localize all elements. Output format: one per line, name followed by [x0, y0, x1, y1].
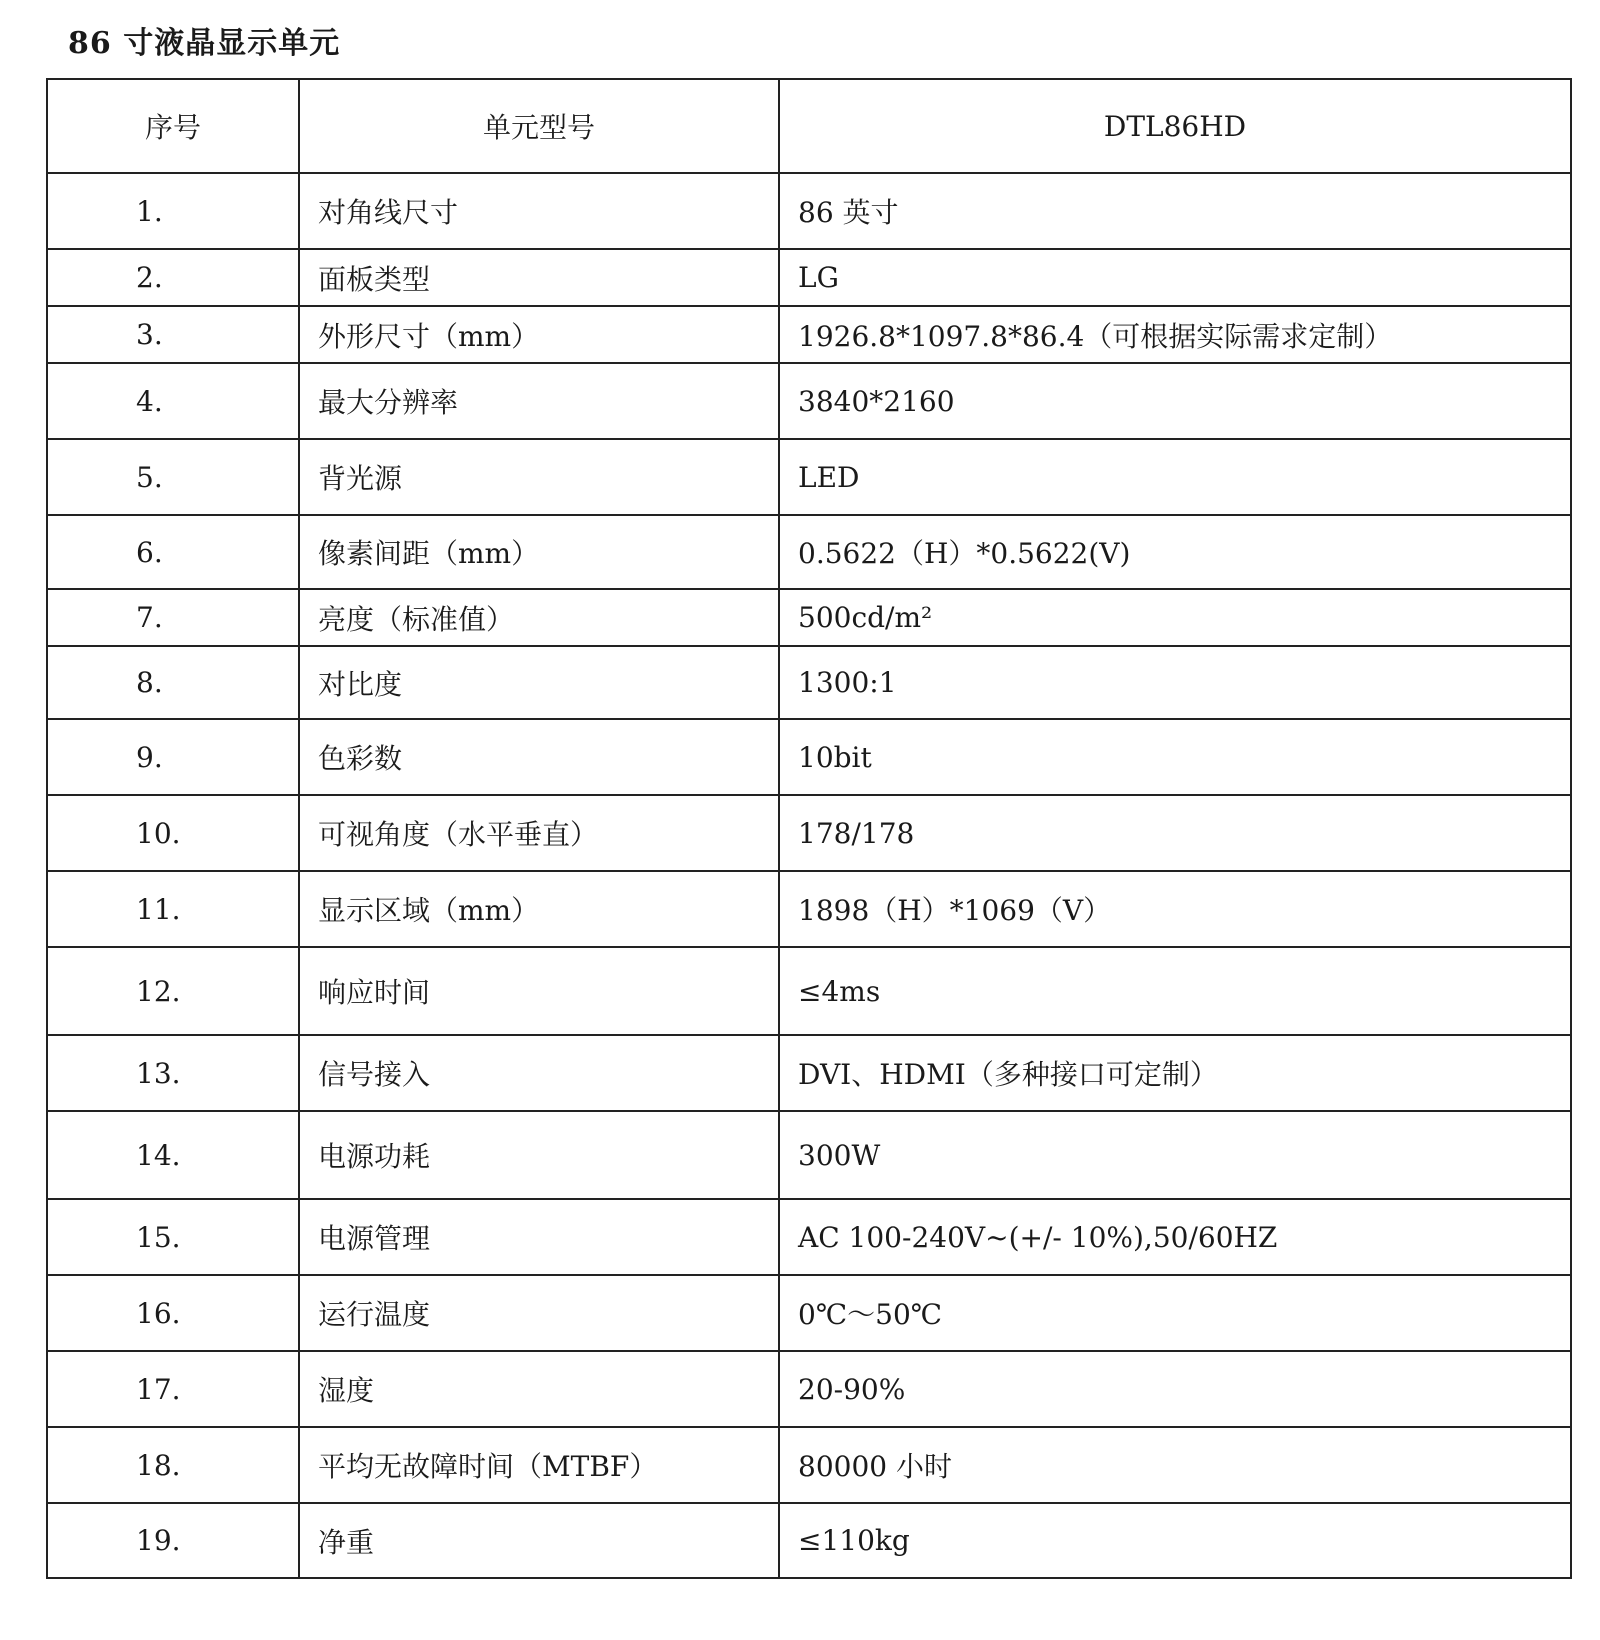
- table-row: [47, 947, 1571, 1035]
- table-row: [47, 719, 1571, 795]
- row-value: ≤110kg: [779, 1503, 1571, 1578]
- table-row: [47, 871, 1571, 947]
- row-item: 电源功耗: [299, 1111, 779, 1199]
- row-no: 5.: [47, 439, 299, 515]
- row-value: 1926.8*1097.8*86.4（可根据实际需求定制）: [779, 306, 1571, 363]
- header-item: 单元型号: [299, 79, 779, 173]
- table-row: [47, 363, 1571, 439]
- row-no: 6.: [47, 515, 299, 589]
- row-no: 14.: [47, 1111, 299, 1199]
- row-value: 10bit: [779, 719, 1571, 795]
- row-value: DVI、HDMI（多种接口可定制）: [779, 1035, 1571, 1111]
- row-item: 响应时间: [299, 947, 779, 1035]
- row-item: 平均无故障时间（MTBF）: [299, 1427, 779, 1503]
- table-row: [47, 249, 1571, 306]
- row-no: 3.: [47, 306, 299, 363]
- row-no: 9.: [47, 719, 299, 795]
- row-value: 500cd/m²: [779, 589, 1571, 646]
- spec-table: [46, 78, 1572, 1579]
- table-row: [47, 1199, 1571, 1275]
- row-value: 178/178: [779, 795, 1571, 871]
- table-row: [47, 646, 1571, 719]
- row-value: 0℃～50℃: [779, 1275, 1571, 1351]
- row-no: 19.: [47, 1503, 299, 1578]
- row-no: 11.: [47, 871, 299, 947]
- row-no: 17.: [47, 1351, 299, 1427]
- row-no: 13.: [47, 1035, 299, 1111]
- row-value: 20-90%: [779, 1351, 1571, 1427]
- table-row: [47, 1275, 1571, 1351]
- table-row: [47, 589, 1571, 646]
- table-row: [47, 795, 1571, 871]
- row-value: 1898（H）*1069（V）: [779, 871, 1571, 947]
- row-value: LED: [779, 439, 1571, 515]
- row-no: 7.: [47, 589, 299, 646]
- row-item: 对角线尺寸: [299, 173, 779, 249]
- table-row: [47, 173, 1571, 249]
- row-item: 色彩数: [299, 719, 779, 795]
- row-value: AC 100-240V~(+/- 10%),50/60HZ: [779, 1199, 1571, 1275]
- table-row: [47, 515, 1571, 589]
- table-row: [47, 439, 1571, 515]
- row-value: LG: [779, 249, 1571, 306]
- spec-table-body: [47, 79, 1571, 1578]
- table-row: [47, 1111, 1571, 1199]
- table-row: [47, 1035, 1571, 1111]
- row-no: 18.: [47, 1427, 299, 1503]
- row-item: 显示区域（mm）: [299, 871, 779, 947]
- row-item: 对比度: [299, 646, 779, 719]
- row-no: 4.: [47, 363, 299, 439]
- row-item: 可视角度（水平垂直）: [299, 795, 779, 871]
- row-no: 1.: [47, 173, 299, 249]
- row-item: 信号接入: [299, 1035, 779, 1111]
- row-value: 86 英寸: [779, 173, 1571, 249]
- row-no: 10.: [47, 795, 299, 871]
- row-value: 3840*2160: [779, 363, 1571, 439]
- header-no: 序号: [47, 79, 299, 173]
- row-item: 电源管理: [299, 1199, 779, 1275]
- row-no: 15.: [47, 1199, 299, 1275]
- row-item: 亮度（标准值）: [299, 589, 779, 646]
- row-item: 像素间距（mm）: [299, 515, 779, 589]
- row-no: 16.: [47, 1275, 299, 1351]
- row-item: 湿度: [299, 1351, 779, 1427]
- row-item: 净重: [299, 1503, 779, 1578]
- header-model: DTL86HD: [779, 79, 1571, 173]
- row-value: 0.5622（H）*0.5622(V): [779, 515, 1571, 589]
- row-item: 背光源: [299, 439, 779, 515]
- row-value: 80000 小时: [779, 1427, 1571, 1503]
- row-item: 面板类型: [299, 249, 779, 306]
- table-row: [47, 1427, 1571, 1503]
- table-row: [47, 1503, 1571, 1578]
- row-no: 2.: [47, 249, 299, 306]
- row-value: ≤4ms: [779, 947, 1571, 1035]
- table-header-row: [47, 79, 1571, 173]
- row-item: 外形尺寸（mm）: [299, 306, 779, 363]
- row-no: 8.: [47, 646, 299, 719]
- row-item: 运行温度: [299, 1275, 779, 1351]
- table-row: [47, 306, 1571, 363]
- row-value: 1300:1: [779, 646, 1571, 719]
- page-title: 86 寸液晶显示单元: [68, 26, 341, 61]
- row-item: 最大分辨率: [299, 363, 779, 439]
- row-value: 300W: [779, 1111, 1571, 1199]
- row-no: 12.: [47, 947, 299, 1035]
- table-row: [47, 1351, 1571, 1427]
